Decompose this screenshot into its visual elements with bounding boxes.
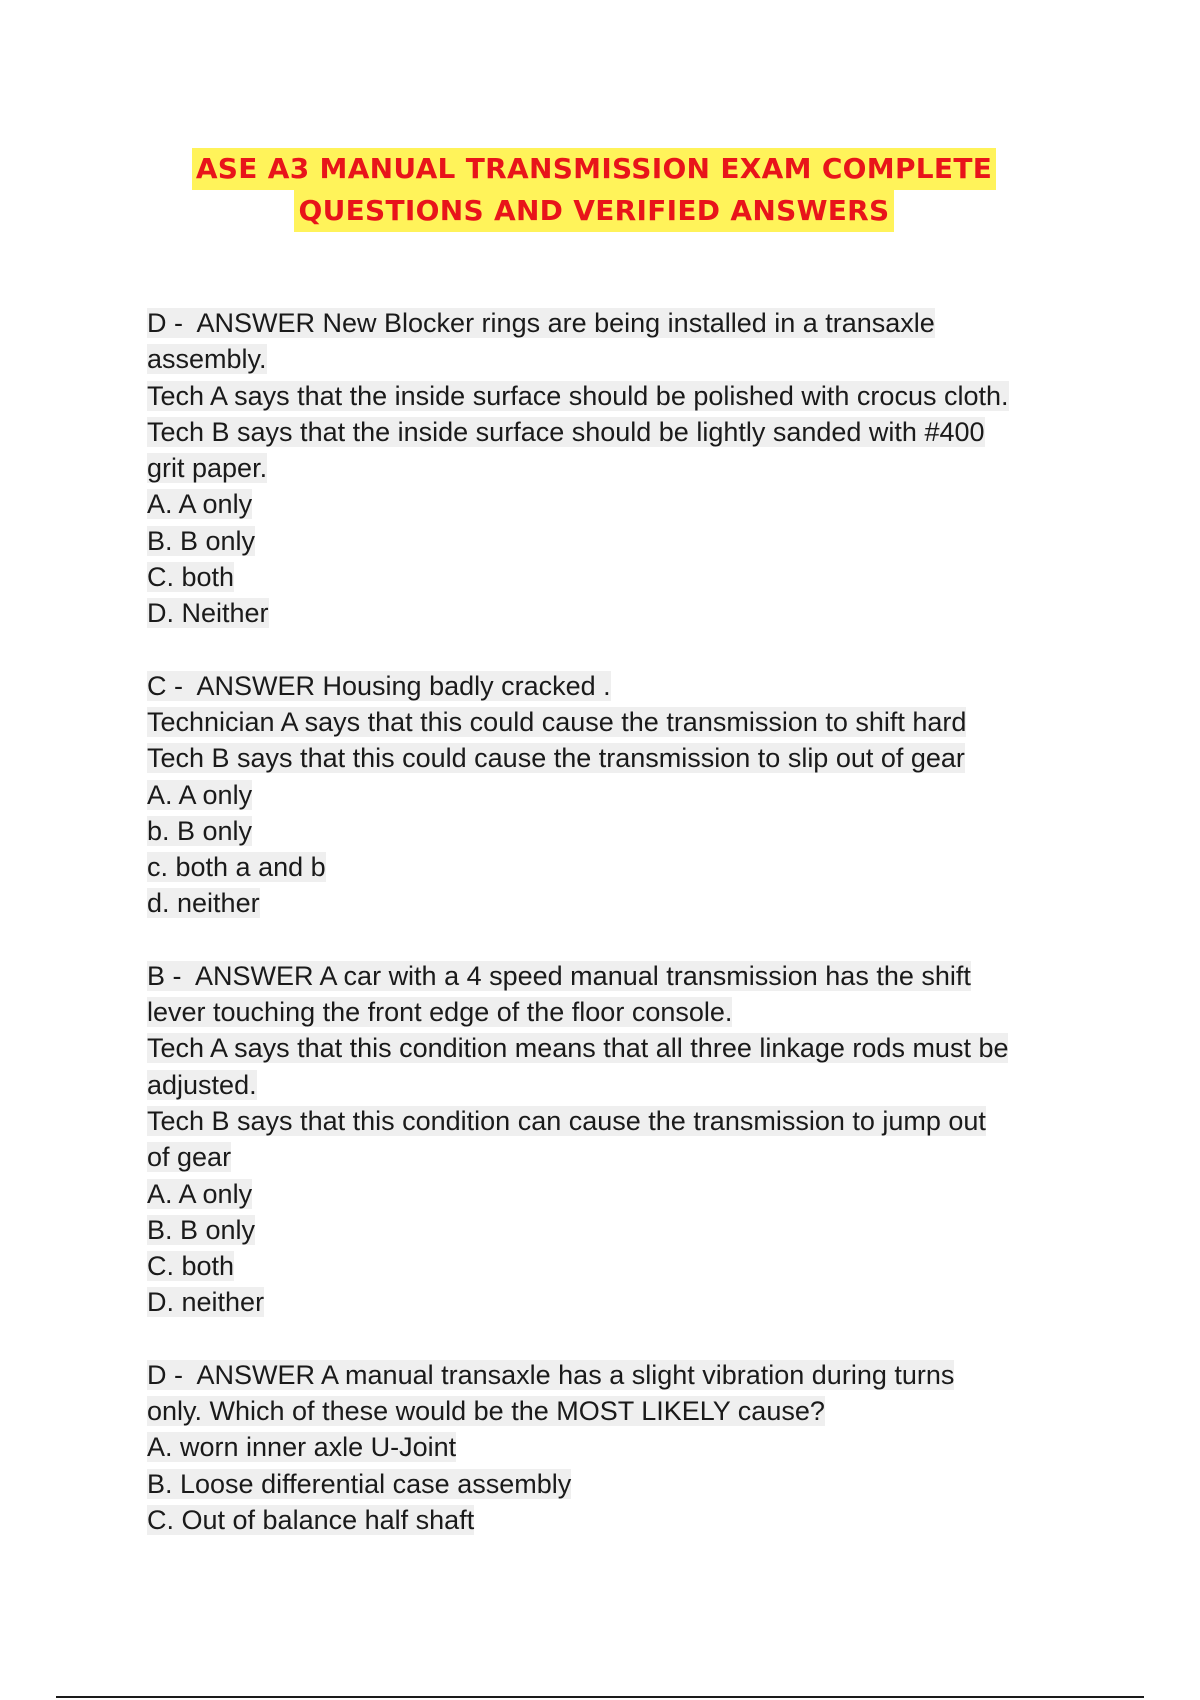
question-text-line: of gear bbox=[147, 1142, 232, 1173]
answer-option: c. both a and b bbox=[147, 852, 326, 883]
answer-option: A. A only bbox=[147, 489, 253, 520]
question-text-line: B - ANSWER A car with a 4 speed manual transmission has the shift bbox=[147, 960, 971, 991]
answer-option: C. both bbox=[147, 562, 235, 593]
question-text-line: grit paper. bbox=[147, 453, 268, 484]
answer-option: A. A only bbox=[147, 779, 253, 810]
answer-option: d. neither bbox=[147, 888, 260, 919]
question-text-line: Tech A says that the inside surface should be polished with crocus cloth. bbox=[147, 380, 1009, 411]
answer-option: D. Neither bbox=[147, 598, 269, 629]
question-block-2 bbox=[147, 668, 1087, 922]
question-text-line: D - ANSWER A manual transaxle has a slight vibration during turns bbox=[147, 1359, 955, 1390]
question-text-line: only. Which of these would be the MOST LIKELY cause? bbox=[147, 1396, 825, 1427]
footer-rule bbox=[56, 1696, 1144, 1698]
title-line-1: ASE A3 MANUAL TRANSMISSION EXAM COMPLETE bbox=[192, 148, 996, 190]
question-text-line: Tech B says that the inside surface should be lightly sanded with #400 bbox=[147, 416, 985, 447]
question-text-line: adjusted. bbox=[147, 1069, 257, 1100]
question-text-line: Tech B says that this could cause the transmission to slip out of gear bbox=[147, 743, 965, 774]
answer-option: B. Loose differential case assembly bbox=[147, 1468, 572, 1499]
answer-option: A. worn inner axle U-Joint bbox=[147, 1432, 457, 1463]
question-text-line: C - ANSWER Housing badly cracked . bbox=[147, 670, 611, 701]
question-text-line: D - ANSWER New Blocker rings are being installed in a transaxle bbox=[147, 308, 935, 338]
question-text-line: Tech B says that this condition can cause the transmission to jump out bbox=[147, 1105, 986, 1136]
answer-option: B. B only bbox=[147, 525, 256, 556]
answer-option: C. both bbox=[147, 1251, 235, 1282]
answer-option: B. B only bbox=[147, 1214, 256, 1245]
title-line-2: QUESTIONS AND VERIFIED ANSWERS bbox=[294, 190, 893, 232]
answer-option: D. neither bbox=[147, 1287, 265, 1318]
question-text-line: Technician A says that this could cause the transmission to shift hard bbox=[147, 706, 967, 737]
question-text-line: assembly. bbox=[147, 344, 267, 375]
question-text-line: lever touching the front edge of the floor console. bbox=[147, 997, 733, 1028]
question-list bbox=[147, 305, 1087, 1574]
answer-option: C. Out of balance half shaft bbox=[147, 1504, 475, 1535]
question-block-1 bbox=[147, 305, 1087, 632]
question-block-4 bbox=[147, 1357, 1087, 1538]
answer-option: b. B only bbox=[147, 815, 253, 846]
answer-option: A. A only bbox=[147, 1178, 253, 1209]
question-text-line: Tech A says that this condition means that all three linkage rods must be bbox=[147, 1033, 1009, 1064]
document-title bbox=[0, 148, 1200, 232]
question-block-3 bbox=[147, 958, 1087, 1321]
